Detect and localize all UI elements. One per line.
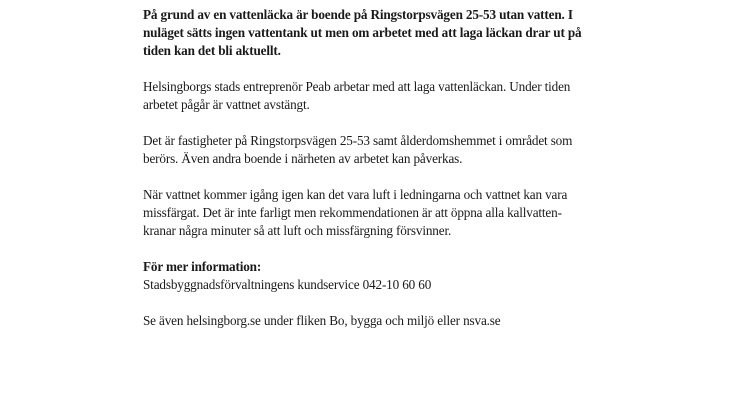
info-contact: Stadsbyggnadsförvaltningens kundservice 042-10 60 60: [143, 277, 432, 292]
para4-line-3: kranar några minuter så att luft och missfärgning försvinner.: [143, 223, 452, 238]
para3-line-1: Det är fastigheter på Ringstorpsvägen 25-53 samt ålderdomshemmet i området som: [143, 133, 573, 148]
para2-line-2: arbetet pågår är vattnet avstängt.: [143, 97, 310, 112]
lead-line-1: På grund av en vattenläcka är boende på Ringstorpsvägen 25-53 utan vatten. I: [143, 7, 573, 22]
see-also: Se även helsingborg.se under fliken Bo, bygga och miljö eller nsva.se: [143, 313, 501, 328]
para4-line-1: När vattnet kommer igång igen kan det vara luft i ledningarna och vattnet kan vara: [143, 187, 568, 202]
info-heading: För mer information:: [143, 259, 262, 274]
lead-line-3: tiden kan det bli aktuellt.: [143, 43, 281, 58]
lead-line-2: nuläget sätts ingen vattentank ut men om arbetet med att laga läckan drar ut på: [143, 25, 582, 40]
para3-line-2: berörs. Även andra boende i närheten av arbetet kan påverkas.: [143, 151, 463, 166]
para2-line-1: Helsingborgs stads entreprenör Peab arbetar med att laga vattenläckan. Under tiden: [143, 79, 571, 94]
document-body: [143, 6, 603, 330]
para4-line-2: missfärgat. Det är inte farligt men rekommendationen är att öppna alla kallvatten-: [143, 205, 562, 220]
